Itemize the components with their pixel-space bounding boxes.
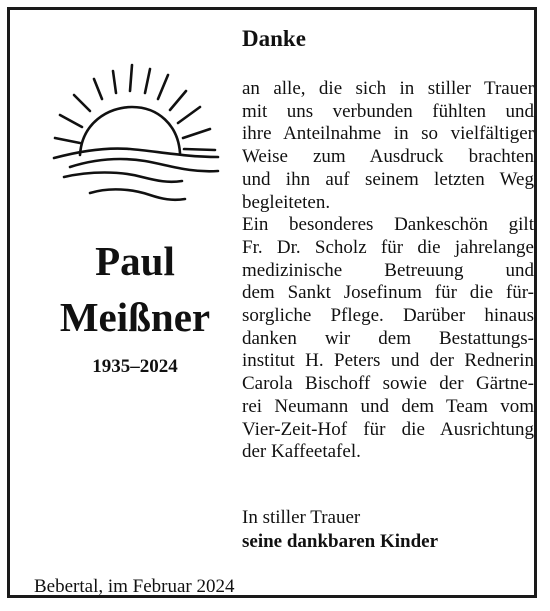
text-line: begleiteten.: [242, 191, 331, 213]
text-line: Vier-Zeit-Hof für die Ausrichtung: [242, 418, 534, 440]
thanks-text: [242, 78, 534, 464]
text-line: ihre Anteilnahme in so vielfältiger: [242, 123, 534, 145]
text-line: rei Neumann und dem Team vom: [242, 395, 534, 417]
signature-line: seine dankbaren Kinder: [242, 531, 439, 552]
text-line: sorgliche Pflege. Darüber hinaus: [242, 305, 534, 327]
obituary-card: [7, 7, 537, 598]
text-line: Fr. Dr. Scholz für die jahrelange: [242, 236, 534, 258]
text-line: und ihn auf seinem letzten Weg: [242, 168, 534, 190]
text-line: Weise zum Ausdruck brachten: [242, 146, 534, 168]
text-line: mit uns verbunden fühlten und: [242, 100, 534, 122]
place-and-date: Bebertal, im Februar 2024: [34, 576, 235, 597]
text-line: danken wir dem Bestattungs-: [242, 327, 534, 349]
closing-block: [242, 506, 438, 554]
text-line: dem Sankt Josefinum für die für-: [242, 282, 534, 304]
thanks-heading: Danke: [242, 26, 306, 51]
text-line: Carola Bischoff sowie der Gärtne-: [242, 373, 534, 395]
text-line: Ein besonderes Dankeschön gilt: [242, 214, 534, 236]
deceased-last-name: Meißner: [59, 294, 211, 340]
text-line: institut H. Peters und der Rednerin: [242, 350, 534, 372]
closing-phrase: In stiller Trauer: [242, 507, 361, 528]
text-line: an alle, die sich in stiller Trauer: [242, 78, 534, 99]
text-line: der Kaffeetafel.: [242, 441, 361, 463]
text-line: medizinische Betreuung und: [242, 259, 534, 281]
life-dates: 1935–2024: [92, 356, 178, 377]
sunrise-over-hills-icon: [50, 55, 225, 215]
deceased-first-name: Paul: [95, 238, 175, 284]
